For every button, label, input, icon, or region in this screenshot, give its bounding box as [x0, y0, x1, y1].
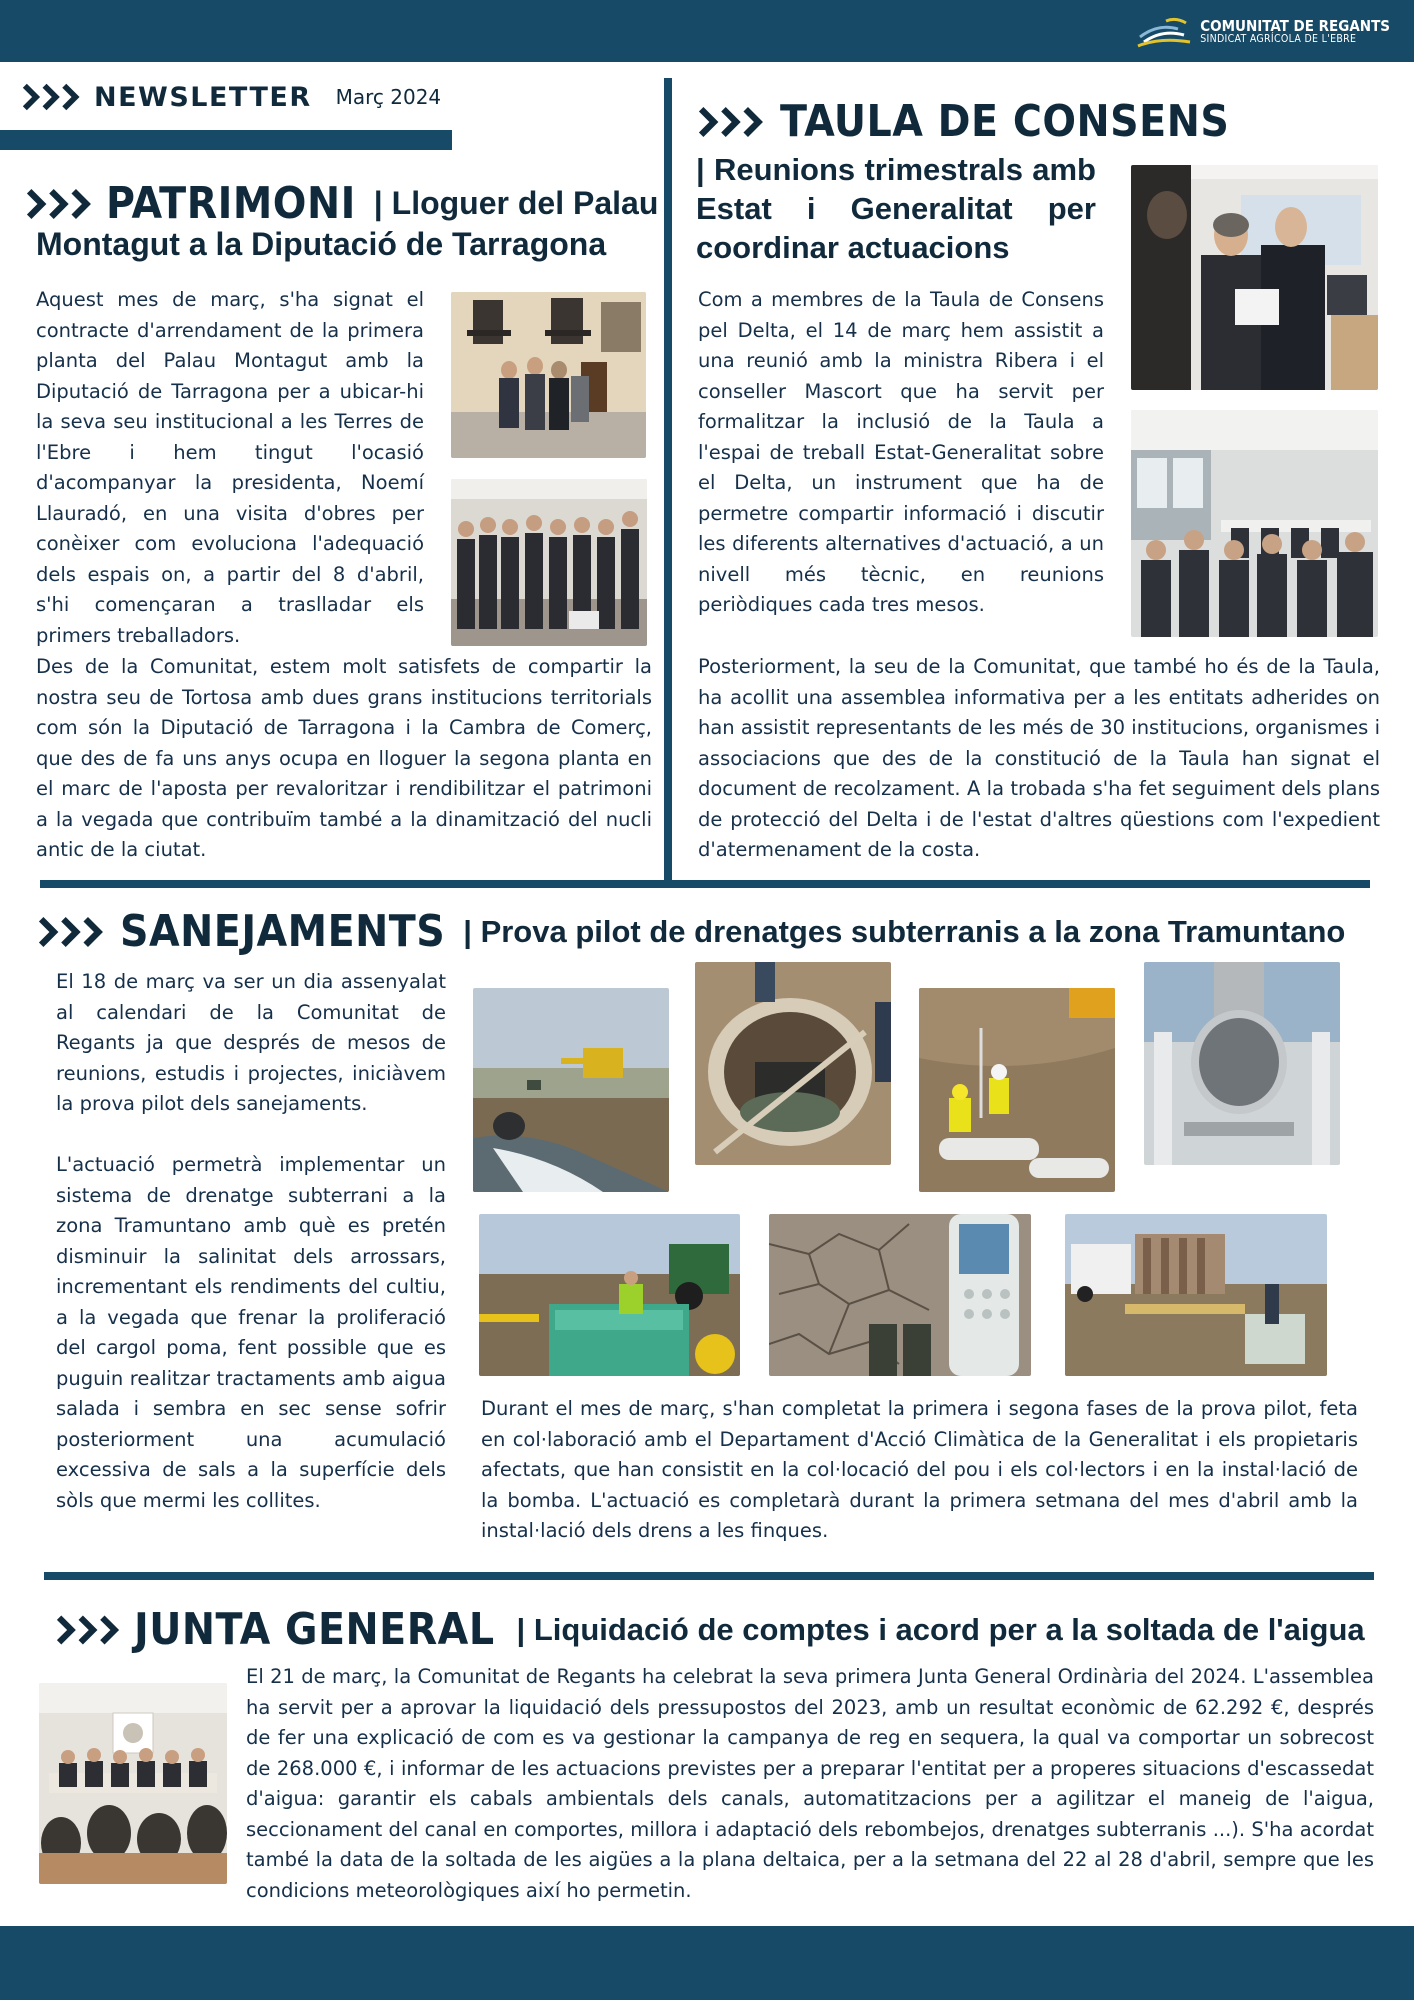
dry-soil-meter-photo: [769, 1214, 1031, 1376]
newsletter-header: [22, 80, 441, 114]
van-worksite-photo: [1065, 1214, 1327, 1376]
taula-paragraph-1: Com a membres de la Taula de Consens pel Delta, el 14 de març hem assistit a una reunió amb la ministra Ribera i el conseller Mascort que ha servit per formalitzar la inclusió de la Taula a l'espai de treball Estat-Generalitat sobre el Delta, un instrument que ha de permetre compartir informació i discutir les diferents alternatives d'actuació, a un nivell més tècnic, en reunions periòdiques cada tres mesos.: [698, 288, 1104, 616]
sanejaments-paragraph-2: L'actuació permetrà implementar un sistema de drenatge subterrani a la zona Tramuntano amb què es pretén disminuir la salinitat dels arrossars, incrementant els rendiments del cultiu, a la vegada que frenar la proliferació del cargol poma, fent possible que es puguin realitzar tractaments amb aigua salada i sembra en sec sense sofrir posteriorment una acumulació excessiva de sals a la superfície dels sòls que mermi les collites.: [56, 1153, 446, 1512]
junta-section-title: JUNTA GENERAL: [134, 1604, 495, 1655]
chevrons-icon: [56, 1612, 124, 1648]
pipe-installation-photo: [1144, 962, 1340, 1165]
sanejaments-section-title: SANEJAMENTS: [120, 906, 446, 957]
patrimoni-title-line2: Montagut a la Diputació de Tarragona: [36, 226, 607, 262]
drainage-outlet-photo: [473, 988, 669, 1192]
taula-title: | Reunions trimestrals amb Estat i Generalitat per coordinar actuacions: [696, 152, 1096, 265]
palau-interior-group-photo: [451, 479, 647, 646]
palau-montagut-visit-photo: [451, 292, 646, 458]
taula-header: [698, 96, 1229, 147]
chevrons-icon: [698, 104, 768, 140]
junta-paragraph: El 21 de març, la Comunitat de Regants ha celebrat la seva primera Junta General Ordinària del 2024. L'assemblea ha servit per a aprovar la liquidació dels pressupostos del 2023, amb un resultat econòmic de 62.292 €, després de fer una explicació de com es va gestionar la campanya de reg en sequera, la qual va comportar un sobrecost de 268.000 €, i informar de les actuacions previstes per a preparar l'entitat per a properes situacions d'escassedat d'aigua: garantir els cabals ambientals dels canals, automatitzacions per a agilitzar el maneig de l'aigua, seccionament del canal en comportes, millora i adaptació dels rebombejos, drenatges subterranis ...). S'ha acordat també la data de la soltada de les aigües a la plana deltaica, per a la setmana del 22 al 28 d'abril, sempre que les condicions meteorològiques així ho permetin.: [246, 1665, 1374, 1902]
sanejaments-paragraph-3: Durant el mes de març, s'han completat la primera i segona fases de la prova pilot, feta en col·laboració amb el Departament d'Acció Climàtica de la Generalitat i els propietaris afectats, que han consistit en la col·locació del pou i els col·lectors i en la instal·lació de la bomba. L'actuació es completarà durant la primera setmana del mes d'abril amb la instal·lació dels drens a les finques.: [481, 1397, 1358, 1542]
junta-header: [56, 1604, 1365, 1655]
patrimoni-header: [26, 178, 658, 229]
sanejaments-title: | Prova pilot de drenatges subterranis a la zona Tramuntano: [463, 913, 1346, 949]
newsletter-underline: [0, 130, 452, 150]
patrimoni-paragraph-1: Aquest mes de març, s'ha signat el contracte d'arrendament de la primera planta del Palau Montagut amb la Diputació de Tarragona per a ubicar-hi la seva seu institucional a les Terres de l'Ebre i hem tingut l'ocasió d'acompanyar la presidenta, Noemí Llauradó, en una visita d'obres per conèixer com evoluciona l'adequació dels espais on, a partir del 8 d'abril, s'hi començaran a traslladar els primers treballadors.: [36, 288, 424, 647]
patrimoni-title-line1: | Lloguer del Palau: [373, 185, 659, 221]
brand-name: COMUNITAT DE REGANTS: [1200, 16, 1390, 35]
taula-paragraph-2: Posteriorment, la seu de la Comunitat, que també ho és de la Taula, ha acollit una assemblea informativa per a les entitats adherides on han assistit representants de les més de 30 institucions, organismes i associacions que des de la constitució de la Taula han signat el document de recolzament. A la trobada s'ha fet seguiment dels plans de protecció del Delta i de l'estat d'altres qüestions com l'expedient d'atermenament de la costa.: [698, 655, 1380, 861]
section-divider-1: [40, 880, 1370, 888]
manhole-well-photo: [695, 962, 891, 1165]
junta-title: | Liquidació de comptes i acord per a la soltada de l'aigua: [516, 1611, 1365, 1647]
section-divider-2: [44, 1572, 1374, 1580]
junta-assembly-photo: [39, 1683, 227, 1884]
newsletter-date: Març 2024: [335, 85, 442, 109]
column-divider: [664, 78, 672, 880]
brand-logo: [1136, 12, 1390, 52]
sanejaments-header: [38, 906, 1345, 957]
chevrons-icon: [26, 186, 96, 222]
patrimoni-paragraph-2: Des de la Comunitat, estem molt satisfets de compartir la nostra seu de Tortosa amb dues grans institucions territorials com són la Diputació de Tarragona i la Cambra de Comerç, que des de fa uns anys ocupa en lloguer la segona planta en el marc de l'aposta per revaloritzar i rendibilitzar el patrimoni a la vegada que contribuïm també a la dinamització del nucli antic de la ciutat.: [36, 655, 652, 861]
brand-subtitle: SINDICAT AGRÍCOLA DE L'EBRE: [1200, 33, 1357, 46]
chevrons-icon: [38, 914, 108, 950]
waves-logo-icon: [1136, 15, 1192, 49]
taula-meeting-handshake-photo: [1131, 165, 1378, 390]
taula-section-title: TAULA DE CONSENS: [780, 96, 1230, 147]
sanejaments-paragraph-1: El 18 de març va ser un dia assenyalat al calendari de la Comunitat de Regants ja que després de mesos de reunions, estudis i projectes, iniciàvem la prova pilot dels sanejaments.: [56, 970, 446, 1115]
patrimoni-section-title: PATRIMONI: [106, 178, 356, 229]
taula-assembly-room-photo: [1131, 410, 1378, 637]
generator-field-photo: [479, 1214, 740, 1376]
footer-bar: [0, 1926, 1414, 2000]
workers-trench-photo: [919, 988, 1115, 1192]
newsletter-label: NEWSLETTER: [94, 81, 312, 113]
chevrons-icon: [22, 81, 84, 113]
